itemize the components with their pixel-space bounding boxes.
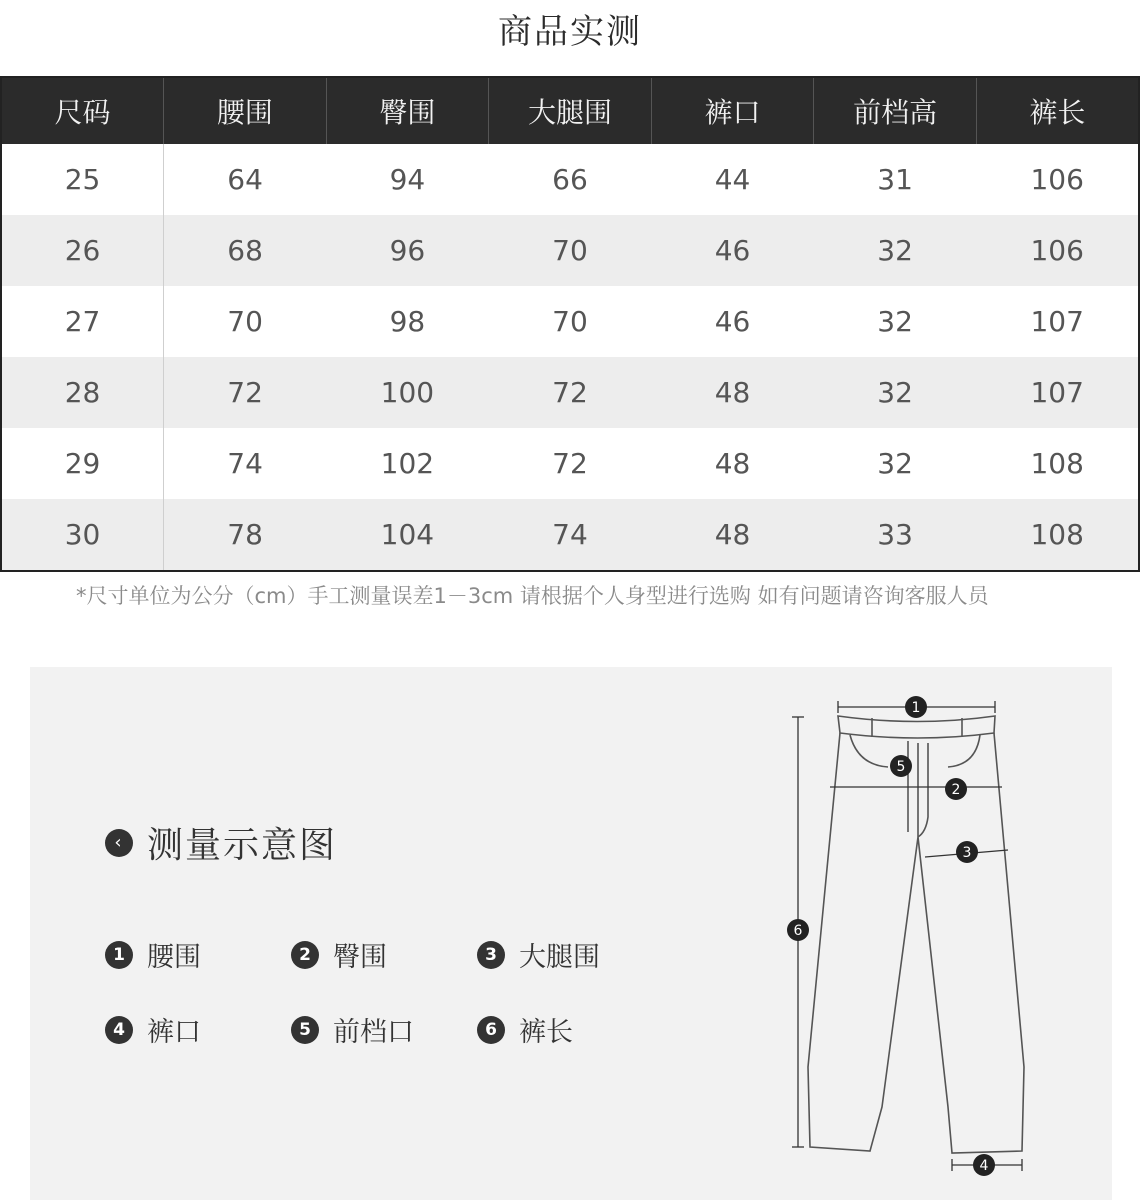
table-row — [1, 428, 1139, 499]
legend-label: 前档口 — [333, 1017, 414, 1048]
table-cell: 74 — [227, 447, 263, 480]
table-cell: 107 — [976, 357, 1139, 428]
table-cell: 46 — [651, 215, 814, 286]
legend-item-leg-opening — [105, 1010, 291, 1049]
number-badge: 1 — [105, 941, 133, 969]
table-cell: 108 — [976, 499, 1139, 571]
table-cell: 98 — [389, 305, 426, 338]
table-row — [1, 215, 1139, 286]
diagram-title: 测量示意图 — [147, 825, 338, 866]
table-cell: 72 — [164, 357, 327, 428]
legend-label: 大腿围 — [519, 942, 600, 973]
table-cell: 27 — [1, 286, 164, 357]
table-cell: 46 — [714, 305, 751, 338]
badge-2: 2 — [951, 782, 961, 798]
badge-1: 1 — [911, 700, 921, 716]
table-cell: 32 — [814, 215, 977, 286]
legend-label: 裤长 — [519, 1017, 573, 1048]
table-cell: 74 — [489, 499, 652, 571]
table-cell: 48 — [651, 499, 814, 571]
number-badge: 3 — [477, 941, 505, 969]
legend-label: 裤口 — [147, 1017, 201, 1048]
table-cell: 108 — [1030, 447, 1084, 480]
legend-item-waist — [105, 935, 291, 974]
table-cell: 32 — [877, 305, 913, 338]
table-cell: 106 — [1030, 163, 1084, 196]
measurement-note: *尺寸单位为公分（cm）手工测量误差1－3cm 请根据个人身型进行选购 如有问题请咨询客服人员 — [76, 584, 989, 608]
pants-illustration — [770, 667, 1100, 1200]
table-cell: 72 — [489, 357, 652, 428]
table-cell: 72 — [552, 447, 588, 480]
col-header-length: 裤长 — [976, 77, 1139, 144]
measurement-legend — [105, 935, 663, 1049]
table-cell: 68 — [164, 215, 327, 286]
table-cell: 28 — [1, 357, 164, 428]
page-title: 商品实测 — [498, 11, 642, 52]
badge-6: 6 — [793, 923, 803, 939]
badge-3: 3 — [962, 845, 972, 861]
badge-4: 4 — [979, 1158, 989, 1174]
col-header-waist: 腰围 — [164, 77, 327, 144]
col-header-leg-opening: 裤口 — [651, 77, 814, 144]
legend-item-hip — [291, 935, 477, 974]
table-header-row — [1, 77, 1139, 144]
table-cell: 104 — [326, 499, 489, 571]
table-cell: 70 — [552, 305, 588, 338]
table-row — [1, 499, 1139, 571]
col-header-thigh: 大腿围 — [489, 77, 652, 144]
table-cell: 102 — [380, 447, 435, 480]
measurement-diagram-panel — [30, 667, 1112, 1200]
legend-item-front-rise — [291, 1010, 477, 1049]
table-cell: 33 — [814, 499, 977, 571]
legend-item-length — [477, 1010, 663, 1049]
table-cell: 29 — [1, 428, 164, 499]
table-cell: 64 — [227, 163, 263, 196]
table-cell: 70 — [227, 305, 263, 338]
number-badge: 2 — [291, 941, 319, 969]
table-cell: 66 — [552, 163, 588, 196]
legend-label: 臀围 — [333, 942, 387, 973]
table-cell: 25 — [1, 144, 164, 215]
col-header-front-rise: 前档高 — [814, 77, 977, 144]
table-row — [1, 286, 1139, 357]
table-row — [1, 144, 1139, 215]
table-row — [1, 357, 1139, 428]
table-cell: 32 — [814, 357, 977, 428]
number-badge: 4 — [105, 1016, 133, 1044]
table-cell: 32 — [877, 447, 913, 480]
table-cell: 48 — [651, 357, 814, 428]
pants-outline — [808, 716, 1024, 1153]
col-header-size: 尺码 — [1, 77, 164, 144]
diagram-heading — [105, 817, 337, 868]
legend-label: 腰围 — [147, 942, 201, 973]
table-cell: 30 — [1, 499, 164, 571]
table-cell: 96 — [326, 215, 489, 286]
table-cell: 31 — [877, 163, 913, 196]
table-cell: 94 — [389, 163, 426, 196]
table-cell: 44 — [714, 163, 751, 196]
table-cell: 48 — [714, 447, 751, 480]
table-cell: 106 — [976, 215, 1139, 286]
badge-5: 5 — [896, 759, 906, 775]
table-cell: 107 — [1030, 305, 1084, 338]
table-cell: 26 — [1, 215, 164, 286]
col-header-hip: 臀围 — [326, 77, 489, 144]
legend-item-thigh — [477, 935, 663, 974]
measure-badges — [787, 696, 995, 1176]
table-cell: 100 — [326, 357, 489, 428]
size-table — [0, 76, 1140, 572]
number-badge: 5 — [291, 1016, 319, 1044]
table-cell: 78 — [164, 499, 327, 571]
chevron-left-icon: ‹ — [105, 829, 133, 857]
number-badge: 6 — [477, 1016, 505, 1044]
table-cell: 70 — [489, 215, 652, 286]
